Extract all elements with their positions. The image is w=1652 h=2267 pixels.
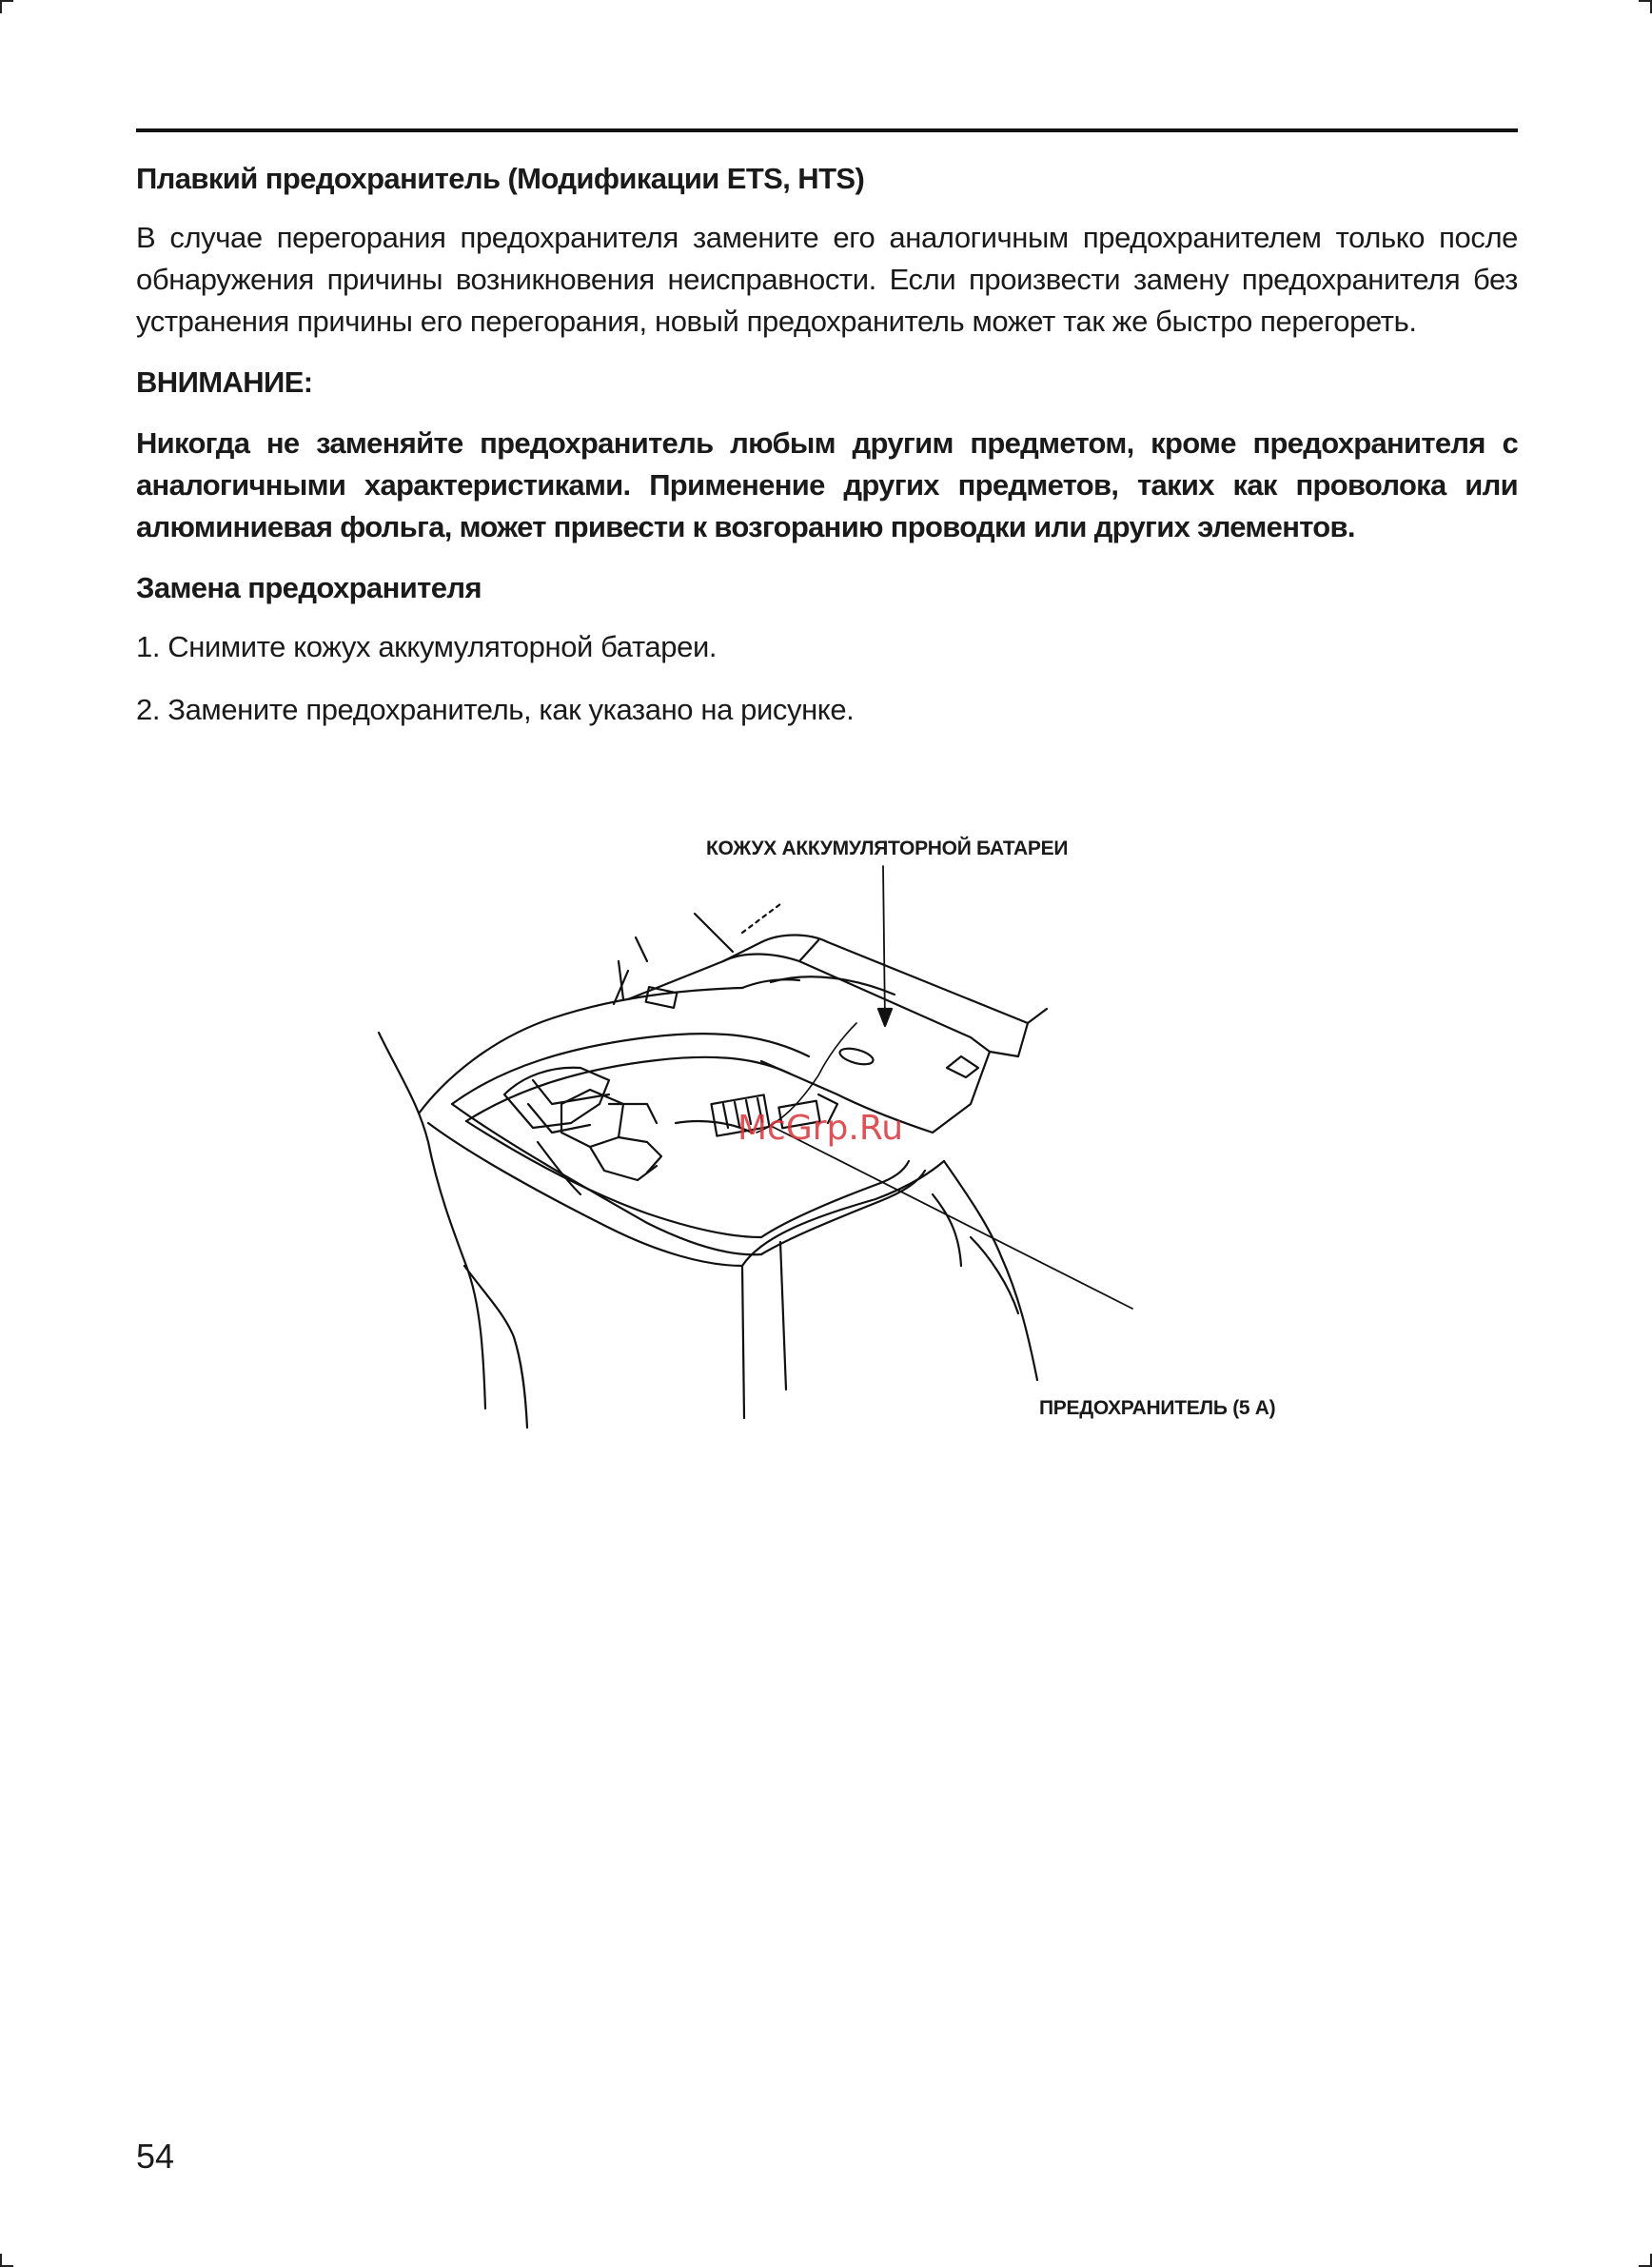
label-battery-cover: КОЖУХ АККУМУЛЯТОРНОЙ БАТАРЕИ <box>706 838 1069 859</box>
replacement-title: Замена предохранителя <box>136 571 482 604</box>
warning-title: ВНИМАНИЕ: <box>136 365 313 399</box>
intro-paragraph: В случае перегорания предохранителя замените его аналогичным предохранителем только после обнаружения причины возникновения неисправности. Если произвести замену предохранителя без устранения причины его перегорания, новый предохранитель может так же быстро перегореть. <box>136 221 1518 338</box>
label-fuse: ПРЕДОХРАНИТЕЛЬ (5 А) <box>1039 1397 1276 1419</box>
section-title: Плавкий предохранитель (Модификации ETS, HTS) <box>136 162 865 195</box>
watermark-text: McGrp.Ru <box>738 1109 904 1148</box>
step-1: 1. Снимите кожух аккумуляторной батареи. <box>136 630 718 663</box>
battery-fuse-figure <box>362 818 1313 1447</box>
crop-mark-top-left-v <box>0 0 2 13</box>
page-content <box>136 152 1518 752</box>
crop-mark-bottom-left-v <box>0 2254 2 2267</box>
crop-mark-top-left-h <box>0 0 13 2</box>
warning-text: Никогда не заменяйте предохранитель любым другим предметом, кроме предохранителя с аналогичными характеристиками. Применение других предметов, таких как проволока или алюминиевая фольга, может привести к возгоранию проводки или других элементов. <box>136 426 1518 543</box>
page-number: 54 <box>136 2137 175 2176</box>
header-rule <box>136 128 1518 132</box>
step-2: 2. Замените предохранитель, как указано на рисунке. <box>136 693 855 726</box>
